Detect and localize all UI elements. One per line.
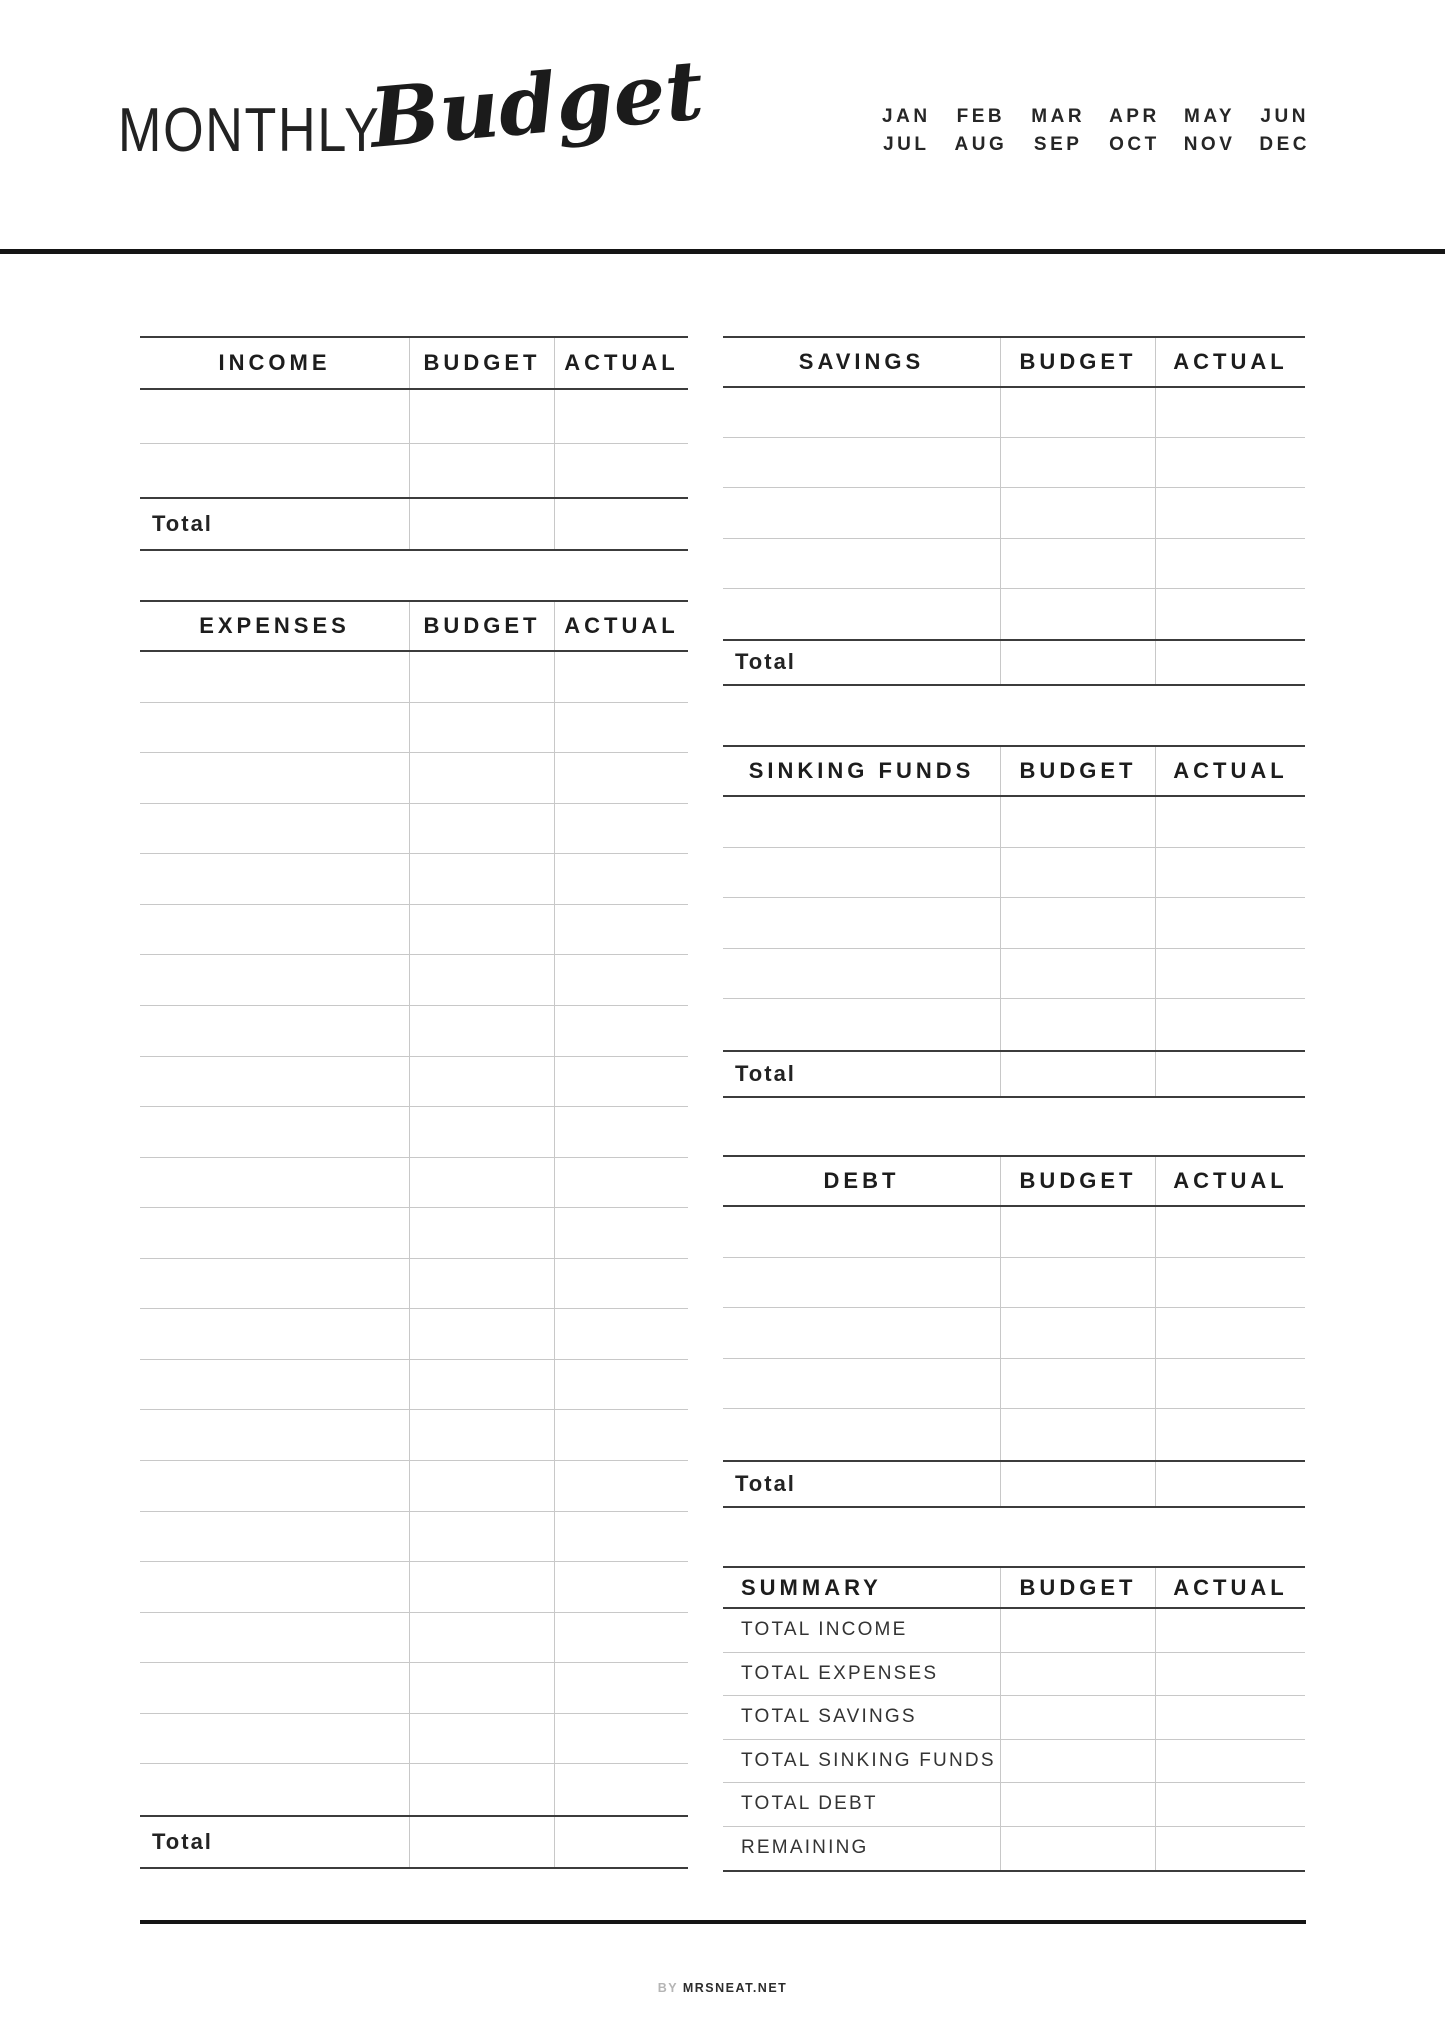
budget-cell xyxy=(1000,1827,1155,1871)
total-budget-cell xyxy=(1000,1462,1155,1506)
table-row xyxy=(723,488,1305,538)
budget-cell xyxy=(409,1360,554,1410)
total-label: Total xyxy=(735,1470,796,1496)
budget-cell xyxy=(1000,1308,1155,1358)
budget-cell xyxy=(409,1764,554,1815)
budget-cell xyxy=(409,1663,554,1713)
item-name-cell: REMAINING xyxy=(741,1837,869,1859)
budget-cell xyxy=(1000,438,1155,487)
income-table-header xyxy=(140,336,688,390)
item-name-cell xyxy=(140,1107,409,1157)
summary-row xyxy=(723,1827,1305,1871)
footer-divider-rule xyxy=(140,1920,1306,1924)
budget-cell xyxy=(1000,1409,1155,1460)
actual-cell xyxy=(1155,797,1305,847)
total-label: Total xyxy=(735,1060,796,1086)
actual-cell xyxy=(1155,1258,1305,1308)
total-budget-cell xyxy=(1000,1052,1155,1096)
actual-cell xyxy=(1155,848,1305,898)
budget-cell xyxy=(1000,388,1155,437)
table-row xyxy=(723,1308,1305,1359)
actual-cell xyxy=(1155,1783,1305,1826)
summary-table xyxy=(723,1566,1305,1872)
actual-cell xyxy=(554,1714,688,1764)
budget-column-header: BUDGET xyxy=(1000,338,1155,386)
actual-cell xyxy=(1155,898,1305,948)
budget-cell xyxy=(409,1410,554,1460)
table-row xyxy=(140,1714,688,1765)
item-name-cell xyxy=(723,949,1000,999)
month-feb[interactable]: FEB xyxy=(956,106,1006,127)
page-title-budget-script: Budget xyxy=(366,42,707,167)
summary-row xyxy=(723,1696,1305,1740)
actual-cell xyxy=(554,753,688,803)
table-row xyxy=(140,1663,688,1714)
actual-cell xyxy=(1155,488,1305,537)
budget-cell xyxy=(1000,539,1155,588)
table-row xyxy=(140,1360,688,1411)
table-row xyxy=(140,854,688,905)
actual-column-header: ACTUAL xyxy=(554,602,688,650)
actual-cell xyxy=(554,1410,688,1460)
actual-cell xyxy=(1155,999,1305,1050)
item-name-cell xyxy=(140,854,409,904)
budget-cell xyxy=(1000,589,1155,639)
actual-cell xyxy=(554,905,688,955)
item-name-cell xyxy=(140,1461,409,1511)
table-row xyxy=(140,1208,688,1259)
actual-cell xyxy=(554,1360,688,1410)
item-name-cell xyxy=(723,1359,1000,1409)
budget-cell xyxy=(1000,1609,1155,1652)
budget-cell xyxy=(409,905,554,955)
income-table-body xyxy=(140,390,688,497)
actual-cell xyxy=(1155,1359,1305,1409)
budget-cell xyxy=(409,1158,554,1208)
savings-table-body xyxy=(723,388,1305,639)
month-jan[interactable]: JAN xyxy=(882,106,931,127)
actual-cell xyxy=(554,955,688,1005)
item-name-cell xyxy=(723,898,1000,948)
item-name-cell xyxy=(140,1259,409,1309)
summary-table-title: SUMMARY xyxy=(741,1574,882,1600)
actual-cell xyxy=(554,1107,688,1157)
table-row xyxy=(140,1259,688,1310)
table-row xyxy=(140,1613,688,1664)
actual-cell xyxy=(554,1512,688,1562)
actual-cell xyxy=(1155,539,1305,588)
table-row xyxy=(723,1359,1305,1410)
total-label: Total xyxy=(152,1828,213,1854)
total-budget-cell xyxy=(409,1817,554,1867)
total-actual-cell xyxy=(1155,641,1305,684)
budget-column-header: BUDGET xyxy=(1000,1157,1155,1205)
table-row xyxy=(723,589,1305,639)
budget-cell xyxy=(409,1057,554,1107)
item-name-cell xyxy=(140,1360,409,1410)
actual-cell xyxy=(554,1663,688,1713)
item-name-cell xyxy=(140,652,409,702)
actual-cell xyxy=(1155,1740,1305,1783)
budget-cell xyxy=(1000,1207,1155,1257)
sinking-funds-total-row xyxy=(723,1050,1305,1098)
income-table-title: INCOME xyxy=(218,350,331,375)
item-name-cell xyxy=(723,1207,1000,1257)
summary-table-header xyxy=(723,1566,1305,1609)
budget-cell xyxy=(1000,1653,1155,1696)
month-mar[interactable]: MAR xyxy=(1031,106,1086,127)
budget-cell xyxy=(1000,898,1155,948)
actual-cell xyxy=(1155,1609,1305,1652)
table-row xyxy=(140,1309,688,1360)
budget-cell xyxy=(1000,1696,1155,1739)
budget-cell xyxy=(1000,1359,1155,1409)
item-name-cell xyxy=(723,1409,1000,1460)
month-dec[interactable]: DEC xyxy=(1259,134,1310,155)
actual-cell xyxy=(1155,1308,1305,1358)
budget-cell xyxy=(409,1461,554,1511)
item-name-cell xyxy=(140,1309,409,1359)
sinking-funds-table-header xyxy=(723,745,1305,797)
total-actual-cell xyxy=(1155,1052,1305,1096)
actual-cell xyxy=(554,1158,688,1208)
budget-column-header: BUDGET xyxy=(409,602,554,650)
budget-cell xyxy=(409,390,554,443)
table-row xyxy=(723,1258,1305,1309)
table-row xyxy=(723,848,1305,899)
item-name-cell xyxy=(723,589,1000,639)
item-name-cell: TOTAL SAVINGS xyxy=(741,1706,917,1728)
item-name-cell xyxy=(140,1057,409,1107)
table-row xyxy=(140,1764,688,1815)
actual-cell xyxy=(554,1562,688,1612)
item-name-cell xyxy=(723,848,1000,898)
item-name-cell xyxy=(140,804,409,854)
actual-cell xyxy=(554,1208,688,1258)
expenses-table-body xyxy=(140,652,688,1815)
actual-cell xyxy=(554,703,688,753)
expenses-table xyxy=(140,600,688,1869)
actual-column-header: ACTUAL xyxy=(1155,1157,1305,1205)
item-name-cell xyxy=(723,999,1000,1050)
actual-cell xyxy=(554,1259,688,1309)
item-name-cell xyxy=(140,1714,409,1764)
item-name-cell xyxy=(140,1410,409,1460)
table-row xyxy=(723,898,1305,949)
sinking-funds-table-body xyxy=(723,797,1305,1050)
table-row xyxy=(140,1107,688,1158)
table-row xyxy=(723,1207,1305,1258)
page-title-monthly: MONTHLY xyxy=(118,96,381,165)
month-aug[interactable]: AUG xyxy=(954,134,1008,155)
budget-column-header: BUDGET xyxy=(1000,1568,1155,1607)
budget-cell xyxy=(409,804,554,854)
expenses-table-title: EXPENSES xyxy=(199,613,350,638)
budget-cell xyxy=(409,703,554,753)
table-row xyxy=(723,388,1305,438)
debt-table-title: DEBT xyxy=(823,1168,900,1193)
table-row xyxy=(140,444,688,498)
budget-cell xyxy=(409,753,554,803)
actual-cell xyxy=(1155,388,1305,437)
budget-cell xyxy=(1000,488,1155,537)
table-row xyxy=(723,1409,1305,1460)
actual-cell xyxy=(554,1764,688,1815)
debt-total-row xyxy=(723,1460,1305,1508)
budget-cell xyxy=(409,854,554,904)
actual-cell xyxy=(554,1057,688,1107)
table-row xyxy=(140,1410,688,1461)
summary-table-body xyxy=(723,1609,1305,1872)
item-name-cell xyxy=(140,1562,409,1612)
actual-cell xyxy=(1155,1207,1305,1257)
budget-cell xyxy=(409,652,554,702)
budget-cell xyxy=(1000,949,1155,999)
month-may[interactable]: MAY xyxy=(1184,106,1236,127)
header-divider-rule xyxy=(0,249,1445,254)
actual-cell xyxy=(1155,589,1305,639)
budget-cell xyxy=(409,1259,554,1309)
item-name-cell xyxy=(723,1308,1000,1358)
item-name-cell xyxy=(140,444,409,498)
table-row xyxy=(140,1057,688,1108)
actual-cell xyxy=(554,1006,688,1056)
month-oct[interactable]: OCT xyxy=(1109,134,1160,155)
savings-table xyxy=(723,336,1305,686)
actual-column-header: ACTUAL xyxy=(554,338,688,388)
sinking-funds-table-title: SINKING FUNDS xyxy=(748,758,975,783)
budget-cell xyxy=(409,1714,554,1764)
budget-cell xyxy=(409,1107,554,1157)
income-total-row xyxy=(140,497,688,551)
budget-cell xyxy=(409,1613,554,1663)
item-name-cell xyxy=(140,905,409,955)
debt-table xyxy=(723,1155,1305,1508)
summary-row xyxy=(723,1609,1305,1653)
item-name-cell xyxy=(140,1208,409,1258)
summary-row xyxy=(723,1653,1305,1697)
table-row xyxy=(140,390,688,444)
month-nov[interactable]: NOV xyxy=(1183,134,1236,155)
item-name-cell xyxy=(140,753,409,803)
item-name-cell xyxy=(140,1158,409,1208)
budget-cell xyxy=(1000,797,1155,847)
item-name-cell xyxy=(723,388,1000,437)
budget-cell xyxy=(409,1512,554,1562)
budget-cell xyxy=(1000,1783,1155,1826)
sinking-funds-table xyxy=(723,745,1305,1098)
debt-table-header xyxy=(723,1155,1305,1207)
table-row xyxy=(140,905,688,956)
item-name-cell xyxy=(140,1613,409,1663)
table-row xyxy=(140,955,688,1006)
actual-column-header: ACTUAL xyxy=(1155,747,1305,795)
table-row xyxy=(723,999,1305,1050)
actual-column-header: ACTUAL xyxy=(1155,1568,1305,1607)
total-label: Total xyxy=(735,649,796,675)
actual-cell xyxy=(1155,1696,1305,1739)
table-row xyxy=(723,539,1305,589)
item-name-cell: TOTAL INCOME xyxy=(741,1619,908,1641)
actual-cell xyxy=(1155,438,1305,487)
expenses-total-row xyxy=(140,1815,688,1869)
budget-cell xyxy=(409,1562,554,1612)
budget-cell xyxy=(409,1006,554,1056)
table-row xyxy=(723,438,1305,488)
savings-total-row xyxy=(723,639,1305,686)
table-row xyxy=(140,753,688,804)
item-name-cell: TOTAL SINKING FUNDS xyxy=(741,1749,996,1771)
item-name-cell: TOTAL EXPENSES xyxy=(741,1662,939,1684)
budget-cell xyxy=(1000,1258,1155,1308)
item-name-cell xyxy=(140,1663,409,1713)
budget-cell xyxy=(1000,1740,1155,1783)
table-row xyxy=(140,804,688,855)
debt-table-body xyxy=(723,1207,1305,1460)
budget-column-header: BUDGET xyxy=(1000,747,1155,795)
item-name-cell xyxy=(140,955,409,1005)
budget-cell xyxy=(1000,999,1155,1050)
item-name-cell xyxy=(723,488,1000,537)
actual-cell xyxy=(554,1309,688,1359)
budget-column-header: BUDGET xyxy=(409,338,554,388)
actual-cell xyxy=(554,390,688,443)
table-row xyxy=(723,797,1305,848)
footer-by-label: BY xyxy=(657,1981,678,1995)
actual-cell xyxy=(554,854,688,904)
total-actual-cell xyxy=(554,499,688,549)
item-name-cell xyxy=(140,1512,409,1562)
item-name-cell xyxy=(723,539,1000,588)
total-budget-cell xyxy=(1000,641,1155,684)
item-name-cell xyxy=(140,1006,409,1056)
budget-cell xyxy=(409,444,554,498)
total-label: Total xyxy=(152,511,213,536)
actual-cell xyxy=(1155,1827,1305,1871)
income-table xyxy=(140,336,688,551)
table-row xyxy=(140,1158,688,1209)
month-sep[interactable]: SEP xyxy=(1033,134,1083,155)
budget-cell xyxy=(409,1208,554,1258)
table-row xyxy=(140,1512,688,1563)
item-name-cell xyxy=(140,1764,409,1815)
summary-row xyxy=(723,1783,1305,1827)
total-actual-cell xyxy=(554,1817,688,1867)
table-row xyxy=(140,1006,688,1057)
item-name-cell xyxy=(723,1258,1000,1308)
total-actual-cell xyxy=(1155,1462,1305,1506)
item-name-cell xyxy=(140,390,409,443)
table-row xyxy=(140,703,688,754)
month-selector xyxy=(882,107,1310,154)
table-row xyxy=(140,652,688,703)
table-row xyxy=(140,1562,688,1613)
item-name-cell xyxy=(140,703,409,753)
budget-cell xyxy=(409,1309,554,1359)
footer-brand: MRSNEAT.NET xyxy=(682,1981,788,1995)
actual-cell xyxy=(1155,1653,1305,1696)
actual-cell xyxy=(1155,1409,1305,1460)
table-row xyxy=(723,949,1305,1000)
savings-table-header xyxy=(723,336,1305,388)
expenses-table-header xyxy=(140,600,688,652)
actual-cell xyxy=(554,1461,688,1511)
item-name-cell xyxy=(723,438,1000,487)
budget-cell xyxy=(409,955,554,1005)
total-budget-cell xyxy=(409,499,554,549)
budget-cell xyxy=(1000,848,1155,898)
actual-cell xyxy=(554,652,688,702)
footer-credit xyxy=(0,1980,1445,1998)
actual-cell xyxy=(554,444,688,498)
summary-row xyxy=(723,1740,1305,1784)
month-jul[interactable]: JUL xyxy=(883,134,930,155)
actual-cell xyxy=(554,804,688,854)
actual-column-header: ACTUAL xyxy=(1155,338,1305,386)
item-name-cell xyxy=(723,797,1000,847)
table-row xyxy=(140,1461,688,1512)
actual-cell xyxy=(1155,949,1305,999)
actual-cell xyxy=(554,1613,688,1663)
item-name-cell: TOTAL DEBT xyxy=(741,1793,878,1815)
savings-table-title: SAVINGS xyxy=(798,349,925,374)
month-apr[interactable]: APR xyxy=(1109,106,1160,127)
month-jun[interactable]: JUN xyxy=(1260,106,1309,127)
